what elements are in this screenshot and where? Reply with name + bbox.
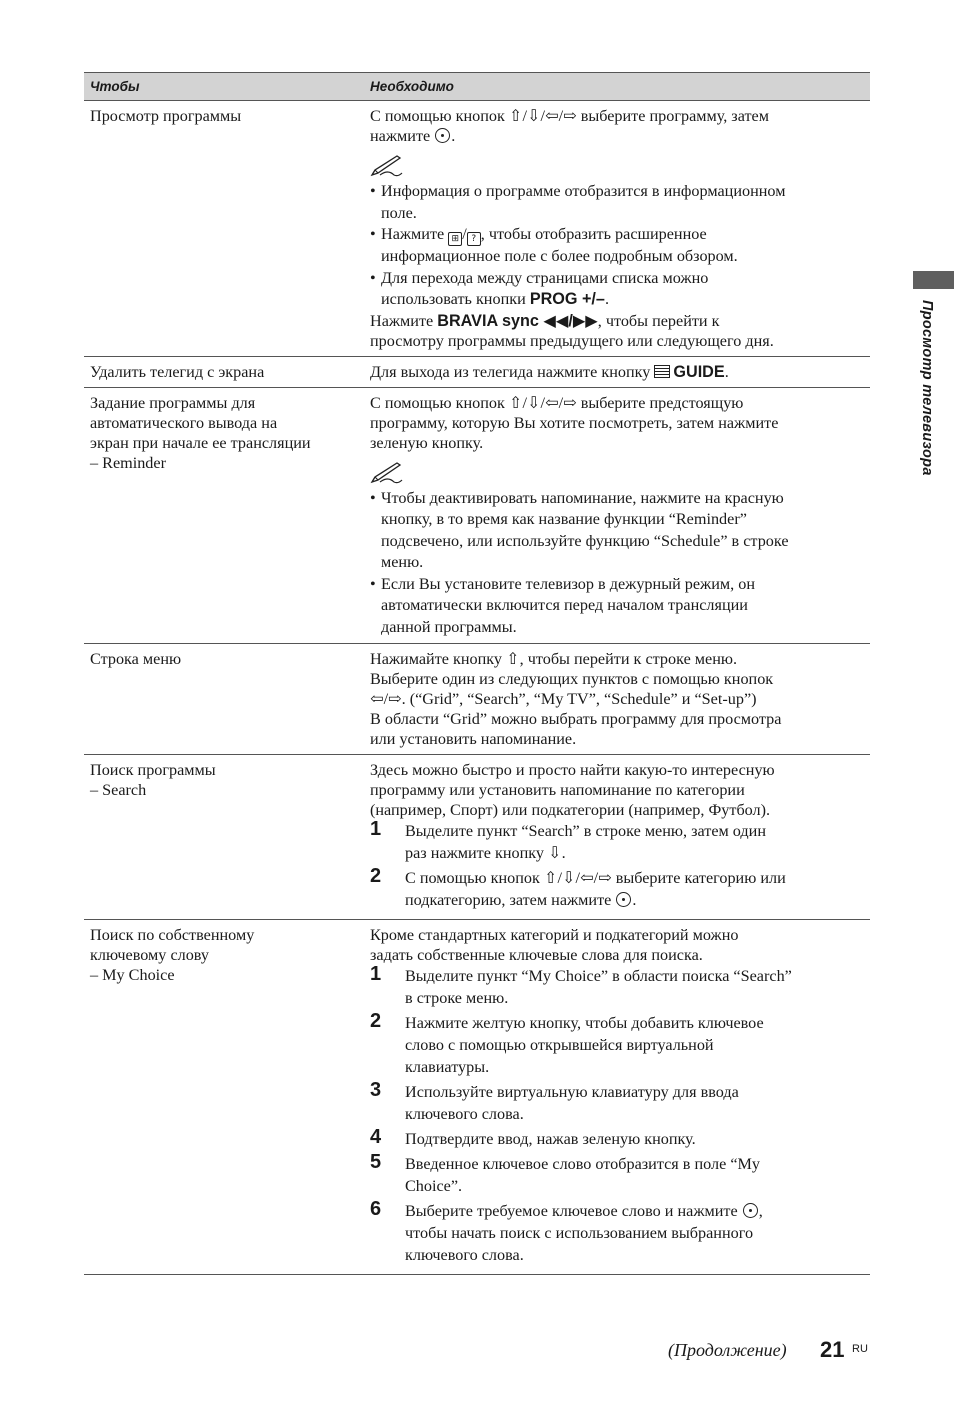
- notes-list: [370, 181, 864, 311]
- section-label: Просмотр телевизора: [919, 300, 935, 476]
- task-cell: Удалить телегид с экрана: [84, 356, 364, 387]
- notes-list: [370, 488, 864, 639]
- table-row: [84, 644, 870, 755]
- list-item: • Чтобы деактивировать напоминание, нажмите на красную кнопку, в то время как название функции “Reminder” подсвечено, или используйте функцию “Schedule” в строке меню.: [370, 488, 864, 574]
- section-tab-marker: [913, 271, 954, 289]
- action-intro: С помощью кнопок ⇧/⇩/⇦/⇨ выберите программу, затем нажмите .: [370, 107, 769, 145]
- language-code: RU: [852, 1343, 868, 1355]
- pencil-note-icon: [370, 155, 404, 177]
- help-button-icon: ?: [467, 232, 481, 246]
- info-button-icon: ⊞: [448, 232, 462, 246]
- instructions-table: [84, 72, 870, 1275]
- list-item: 5 Введенное ключевое слово отобразится в поле “My Choice”.: [370, 1151, 760, 1195]
- steps-list: [370, 965, 864, 1266]
- action-cell: Для выхода из телегида нажмите кнопку GUIDE.: [364, 356, 870, 387]
- table-row: [84, 920, 870, 1275]
- list-item: • Для перехода между страницами списка можно использовать кнопки PROG +/–.: [370, 268, 864, 311]
- enter-button-icon: [435, 128, 450, 143]
- task-cell: Поиск по собственному ключевому слову – My Choice: [84, 920, 364, 1275]
- table-row: [84, 101, 870, 357]
- continued-label: (Продолжение): [668, 1340, 787, 1360]
- action-cell: [364, 387, 870, 644]
- table-row: [84, 356, 870, 387]
- list-item: 2 С помощью кнопок ⇧/⇩/⇦/⇨ выберите категорию или подкатегорию, затем нажмите .: [370, 865, 786, 909]
- list-item: 6 Выберите требуемое ключевое слово и нажмите , чтобы начать поиск с использованием выбранного ключевого слова.: [370, 1198, 763, 1264]
- header-task: Чтобы: [84, 73, 364, 101]
- action-cell: Нажимайте кнопку ⇧, чтобы перейти к строке меню. Выберите один из следующих пунктов с помощью кнопок ⇦/⇨. (“Grid”, “Search”, “My TV”, “Schedule” и “Set-up”) В области “Grid” можно выбрать программу для просмотра или установить напоминание.: [364, 644, 870, 755]
- steps-list: [370, 820, 864, 911]
- table-header-row: [84, 73, 870, 101]
- table-row: [84, 755, 870, 920]
- action-intro: С помощью кнопок ⇧/⇩/⇦/⇨ выберите предстоящую программу, которую Вы хотите посмотреть, затем нажмите зеленую кнопку.: [370, 393, 779, 452]
- task-cell: Задание программы для автоматического вывода на экран при начале ее трансляции – Reminder: [84, 387, 364, 644]
- list-item: 2 Нажмите желтую кнопку, чтобы добавить ключевое слово с помощью открывшейся виртуальной клавиатуры.: [370, 1010, 764, 1076]
- list-item: 1 Выделите пункт “My Choice” в области поиска “Search” в строке меню.: [370, 963, 792, 1007]
- list-item: 1 Выделите пункт “Search” в строке меню, затем один раз нажмите кнопку ⇩.: [370, 818, 766, 862]
- task-cell: Поиск программы – Search: [84, 755, 364, 920]
- header-action: Необходимо: [364, 73, 870, 101]
- action-intro: Кроме стандартных категорий и подкатегорий можно задать собственные ключевые слова для поиска.: [370, 926, 739, 964]
- pencil-note-icon: [370, 462, 404, 484]
- list-item: • Если Вы установите телевизор в дежурный режим, он автоматически включится перед началом трансляции данной программы.: [370, 574, 864, 639]
- table-row: [84, 387, 870, 644]
- action-cell: [364, 101, 870, 357]
- enter-button-icon: [616, 892, 631, 907]
- action-cell: [364, 920, 870, 1275]
- enter-button-icon: [743, 1203, 758, 1218]
- list-item: • Нажмите ⊞ / ? , чтобы отобразить расширенное информационное поле с более подробным обзором.: [370, 224, 864, 268]
- list-item: 3 Используйте виртуальную клавиатуру для ввода ключевого слова.: [370, 1079, 739, 1123]
- guide-button-icon: [654, 365, 670, 378]
- list-item: 4 Подтвердите ввод, нажав зеленую кнопку.: [370, 1126, 696, 1148]
- task-cell: Строка меню: [84, 644, 364, 755]
- action-intro: Здесь можно быстро и просто найти какую-то интересную программу или установить напоминание по категории (например, Спорт) или подкатегории (например, Футбол).: [370, 761, 775, 819]
- action-outro: Нажмите BRAVIA sync ◀◀/▶▶, чтобы перейти к просмотру программы предыдущего или следующего дня.: [370, 311, 774, 350]
- page-number: 21: [820, 1337, 845, 1362]
- action-cell: [364, 755, 870, 920]
- task-cell: Просмотр программы: [84, 101, 364, 357]
- list-item: • Информация о программе отобразится в информационном поле.: [370, 181, 864, 224]
